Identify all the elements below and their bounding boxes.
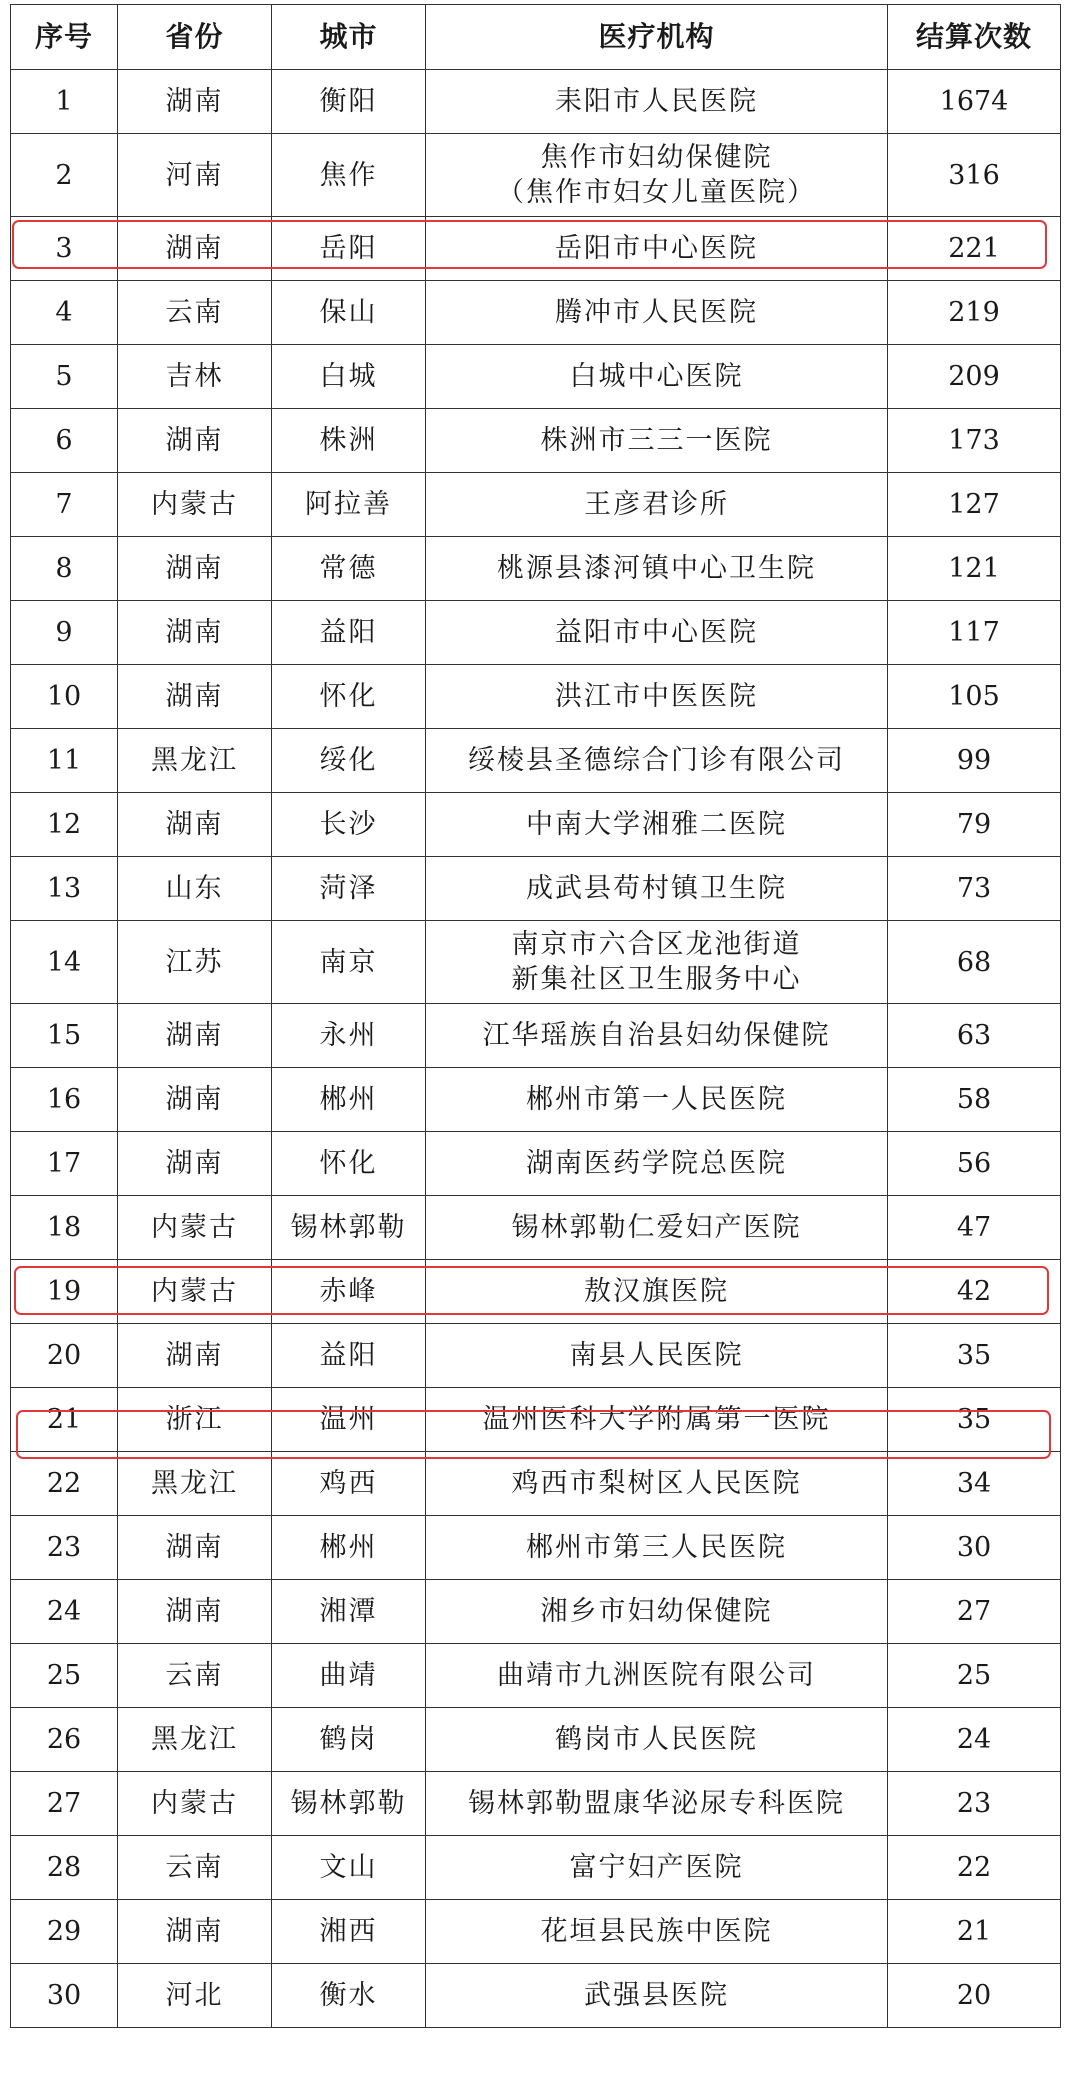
cell-index: 17 xyxy=(11,1132,118,1196)
institution-line: 江华瑶族自治县妇幼保健院 xyxy=(482,1019,831,1051)
cell-settlement-count: 173 xyxy=(888,409,1061,473)
cell-province: 湖南 xyxy=(118,537,272,601)
cell-province: 河北 xyxy=(118,1964,272,2028)
cell-city: 郴州 xyxy=(272,1068,426,1132)
cell-city: 怀化 xyxy=(272,1132,426,1196)
institution-line: 株洲市三三一医院 xyxy=(540,424,773,456)
cell-province: 湖南 xyxy=(118,665,272,729)
table-row xyxy=(11,857,1061,921)
cell-index: 9 xyxy=(11,601,118,665)
institution-line: 绥棱县圣德综合门诊有限公司 xyxy=(468,744,845,776)
table-row xyxy=(11,1196,1061,1260)
table-row xyxy=(11,729,1061,793)
institution-line: 洪江市中医医院 xyxy=(555,680,758,712)
cell-city: 衡阳 xyxy=(272,70,426,134)
cell-city: 郴州 xyxy=(272,1516,426,1580)
cell-province: 湖南 xyxy=(118,409,272,473)
institution-line: 益阳市中心医院 xyxy=(555,616,758,648)
institution-line: 中南大学湘雅二医院 xyxy=(526,808,787,840)
cell-institution xyxy=(426,1260,888,1324)
cell-city: 曲靖 xyxy=(272,1644,426,1708)
cell-settlement-count: 105 xyxy=(888,665,1061,729)
table-row xyxy=(11,70,1061,134)
table-row xyxy=(11,217,1061,281)
cell-settlement-count: 316 xyxy=(888,134,1061,217)
cell-city: 株洲 xyxy=(272,409,426,473)
cell-city: 赤峰 xyxy=(272,1260,426,1324)
cell-province: 黑龙江 xyxy=(118,1452,272,1516)
header-index: 序号 xyxy=(11,5,118,70)
cell-institution xyxy=(426,134,888,217)
institution-line: 岳阳市中心医院 xyxy=(555,232,758,264)
header-province: 省份 xyxy=(118,5,272,70)
institution-line: 成武县苟村镇卫生院 xyxy=(526,872,787,904)
table-row xyxy=(11,1772,1061,1836)
header-institution: 医疗机构 xyxy=(426,5,888,70)
cell-settlement-count: 68 xyxy=(888,921,1061,1004)
cell-institution xyxy=(426,1452,888,1516)
cell-settlement-count: 99 xyxy=(888,729,1061,793)
institution-line: 南京市六合区龙池街道 xyxy=(511,929,802,960)
table-row xyxy=(11,1324,1061,1388)
cell-institution xyxy=(426,70,888,134)
cell-institution xyxy=(426,217,888,281)
cell-institution xyxy=(426,537,888,601)
cell-institution xyxy=(426,665,888,729)
cell-settlement-count: 22 xyxy=(888,1836,1061,1900)
cell-index: 15 xyxy=(11,1004,118,1068)
cell-city: 保山 xyxy=(272,281,426,345)
table-row xyxy=(11,601,1061,665)
table-row xyxy=(11,281,1061,345)
institution-line: 曲靖市九洲医院有限公司 xyxy=(497,1659,816,1691)
cell-institution xyxy=(426,601,888,665)
table-header xyxy=(11,5,1061,70)
institution-line: 耒阳市人民医院 xyxy=(555,85,758,117)
cell-index: 18 xyxy=(11,1196,118,1260)
cell-city: 益阳 xyxy=(272,1324,426,1388)
cell-index: 23 xyxy=(11,1516,118,1580)
cell-settlement-count: 27 xyxy=(888,1580,1061,1644)
cell-index: 5 xyxy=(11,345,118,409)
cell-index: 26 xyxy=(11,1708,118,1772)
cell-province: 黑龙江 xyxy=(118,729,272,793)
table-row xyxy=(11,134,1061,217)
cell-province: 云南 xyxy=(118,1644,272,1708)
institution-line: 鸡西市梨树区人民医院 xyxy=(511,1467,802,1499)
institution-line: 湘乡市妇幼保健院 xyxy=(540,1595,773,1627)
cell-index: 4 xyxy=(11,281,118,345)
cell-settlement-count: 25 xyxy=(888,1644,1061,1708)
settlement-table xyxy=(10,4,1061,2028)
cell-institution xyxy=(426,345,888,409)
table-row xyxy=(11,1452,1061,1516)
cell-institution xyxy=(426,793,888,857)
cell-province: 内蒙古 xyxy=(118,1772,272,1836)
institution-line: 富宁妇产医院 xyxy=(569,1851,744,1883)
cell-province: 吉林 xyxy=(118,345,272,409)
cell-province: 山东 xyxy=(118,857,272,921)
cell-settlement-count: 219 xyxy=(888,281,1061,345)
cell-index: 28 xyxy=(11,1836,118,1900)
cell-city: 常德 xyxy=(272,537,426,601)
institution-line: 南县人民医院 xyxy=(569,1339,744,1371)
cell-city: 长沙 xyxy=(272,793,426,857)
cell-institution xyxy=(426,1772,888,1836)
cell-institution xyxy=(426,1644,888,1708)
cell-index: 21 xyxy=(11,1388,118,1452)
cell-index: 8 xyxy=(11,537,118,601)
table-row xyxy=(11,1644,1061,1708)
cell-city: 焦作 xyxy=(272,134,426,217)
cell-province: 湖南 xyxy=(118,1132,272,1196)
table-row xyxy=(11,1708,1061,1772)
cell-province: 湖南 xyxy=(118,1068,272,1132)
cell-institution xyxy=(426,1388,888,1452)
cell-settlement-count: 117 xyxy=(888,601,1061,665)
cell-province: 湖南 xyxy=(118,1004,272,1068)
cell-city: 衡水 xyxy=(272,1964,426,2028)
cell-city: 锡林郭勒 xyxy=(272,1772,426,1836)
cell-institution xyxy=(426,1132,888,1196)
cell-province: 湖南 xyxy=(118,793,272,857)
cell-institution xyxy=(426,729,888,793)
institution-line: 新集社区卫生服务中心 xyxy=(511,964,802,995)
cell-settlement-count: 127 xyxy=(888,473,1061,537)
cell-city: 益阳 xyxy=(272,601,426,665)
cell-institution xyxy=(426,1004,888,1068)
header-city: 城市 xyxy=(272,5,426,70)
cell-city: 文山 xyxy=(272,1836,426,1900)
cell-province: 湖南 xyxy=(118,601,272,665)
cell-institution xyxy=(426,1708,888,1772)
cell-institution xyxy=(426,473,888,537)
cell-province: 内蒙古 xyxy=(118,1196,272,1260)
cell-index: 6 xyxy=(11,409,118,473)
institution-line: 湖南医药学院总医院 xyxy=(526,1147,787,1179)
cell-index: 7 xyxy=(11,473,118,537)
cell-province: 云南 xyxy=(118,281,272,345)
cell-index: 14 xyxy=(11,921,118,1004)
cell-settlement-count: 221 xyxy=(888,217,1061,281)
institution-line: 鹤岗市人民医院 xyxy=(555,1723,758,1755)
cell-institution xyxy=(426,1964,888,2028)
institution-line: 腾冲市人民医院 xyxy=(555,296,758,328)
cell-institution xyxy=(426,857,888,921)
cell-settlement-count: 20 xyxy=(888,1964,1061,2028)
cell-city: 永州 xyxy=(272,1004,426,1068)
table-row xyxy=(11,1004,1061,1068)
cell-index: 1 xyxy=(11,70,118,134)
cell-province: 河南 xyxy=(118,134,272,217)
cell-institution xyxy=(426,1196,888,1260)
cell-city: 鸡西 xyxy=(272,1452,426,1516)
header-row xyxy=(11,5,1061,70)
cell-settlement-count: 209 xyxy=(888,345,1061,409)
table-row xyxy=(11,473,1061,537)
cell-institution xyxy=(426,1068,888,1132)
table-row xyxy=(11,1836,1061,1900)
cell-city: 湘西 xyxy=(272,1900,426,1964)
cell-city: 阿拉善 xyxy=(272,473,426,537)
cell-index: 20 xyxy=(11,1324,118,1388)
cell-city: 湘潭 xyxy=(272,1580,426,1644)
cell-province: 江苏 xyxy=(118,921,272,1004)
cell-city: 怀化 xyxy=(272,665,426,729)
cell-province: 湖南 xyxy=(118,1900,272,1964)
cell-province: 浙江 xyxy=(118,1388,272,1452)
institution-line: 武强县医院 xyxy=(584,1979,729,2011)
institution-line: 白城中心医院 xyxy=(569,360,744,392)
cell-settlement-count: 23 xyxy=(888,1772,1061,1836)
table-row xyxy=(11,537,1061,601)
cell-city: 岳阳 xyxy=(272,217,426,281)
institution-line: 焦作市妇幼保健院 xyxy=(540,142,773,173)
cell-settlement-count: 35 xyxy=(888,1388,1061,1452)
table-row xyxy=(11,345,1061,409)
table-row xyxy=(11,1900,1061,1964)
institution-line: 温州医科大学附属第一医院 xyxy=(482,1403,831,1435)
institution-line: 锡林郭勒盟康华泌尿专科医院 xyxy=(468,1787,845,1819)
table-row xyxy=(11,1068,1061,1132)
cell-city: 绥化 xyxy=(272,729,426,793)
table-row xyxy=(11,409,1061,473)
institution-line: 桃源县漆河镇中心卫生院 xyxy=(497,552,816,584)
institution-line: 王彦君诊所 xyxy=(584,488,729,520)
institution-line: 郴州市第一人民医院 xyxy=(526,1083,787,1115)
cell-index: 22 xyxy=(11,1452,118,1516)
cell-settlement-count: 42 xyxy=(888,1260,1061,1324)
cell-settlement-count: 30 xyxy=(888,1516,1061,1580)
cell-index: 3 xyxy=(11,217,118,281)
table-row xyxy=(11,921,1061,1004)
cell-province: 内蒙古 xyxy=(118,473,272,537)
institution-line: 花垣县民族中医院 xyxy=(540,1915,773,1947)
institution-line: 锡林郭勒仁爱妇产医院 xyxy=(511,1211,802,1243)
cell-institution xyxy=(426,1324,888,1388)
cell-province: 湖南 xyxy=(118,1516,272,1580)
cell-institution xyxy=(426,1580,888,1644)
cell-index: 29 xyxy=(11,1900,118,1964)
cell-settlement-count: 73 xyxy=(888,857,1061,921)
cell-settlement-count: 24 xyxy=(888,1708,1061,1772)
table-row xyxy=(11,1964,1061,2028)
cell-settlement-count: 56 xyxy=(888,1132,1061,1196)
cell-province: 湖南 xyxy=(118,1580,272,1644)
cell-city: 菏泽 xyxy=(272,857,426,921)
cell-city: 锡林郭勒 xyxy=(272,1196,426,1260)
cell-institution xyxy=(426,1900,888,1964)
table-row xyxy=(11,1260,1061,1324)
cell-index: 10 xyxy=(11,665,118,729)
cell-index: 27 xyxy=(11,1772,118,1836)
institution-line: （焦作市妇女儿童医院） xyxy=(497,177,816,208)
institution-line: 敖汉旗医院 xyxy=(584,1275,729,1307)
cell-institution xyxy=(426,281,888,345)
header-settlement-count: 结算次数 xyxy=(888,5,1061,70)
cell-province: 云南 xyxy=(118,1836,272,1900)
cell-index: 16 xyxy=(11,1068,118,1132)
cell-province: 湖南 xyxy=(118,217,272,281)
cell-index: 19 xyxy=(11,1260,118,1324)
cell-index: 11 xyxy=(11,729,118,793)
cell-province: 湖南 xyxy=(118,70,272,134)
table-row xyxy=(11,793,1061,857)
cell-settlement-count: 58 xyxy=(888,1068,1061,1132)
table-row xyxy=(11,1132,1061,1196)
cell-settlement-count: 34 xyxy=(888,1452,1061,1516)
cell-settlement-count: 35 xyxy=(888,1324,1061,1388)
cell-settlement-count: 121 xyxy=(888,537,1061,601)
cell-institution xyxy=(426,1516,888,1580)
cell-index: 13 xyxy=(11,857,118,921)
cell-index: 30 xyxy=(11,1964,118,2028)
cell-city: 温州 xyxy=(272,1388,426,1452)
cell-city: 鹤岗 xyxy=(272,1708,426,1772)
institution-line: 郴州市第三人民医院 xyxy=(526,1531,787,1563)
cell-index: 2 xyxy=(11,134,118,217)
cell-province: 黑龙江 xyxy=(118,1708,272,1772)
cell-province: 湖南 xyxy=(118,1324,272,1388)
cell-institution xyxy=(426,921,888,1004)
cell-index: 12 xyxy=(11,793,118,857)
cell-institution xyxy=(426,409,888,473)
cell-settlement-count: 1674 xyxy=(888,70,1061,134)
table-row xyxy=(11,1516,1061,1580)
cell-city: 南京 xyxy=(272,921,426,1004)
table-row xyxy=(11,665,1061,729)
cell-city: 白城 xyxy=(272,345,426,409)
cell-settlement-count: 79 xyxy=(888,793,1061,857)
table-body xyxy=(11,70,1061,2028)
cell-settlement-count: 21 xyxy=(888,1900,1061,1964)
cell-province: 内蒙古 xyxy=(118,1260,272,1324)
cell-institution xyxy=(426,1836,888,1900)
table-row xyxy=(11,1580,1061,1644)
settlement-table-wrapper xyxy=(10,4,1060,2028)
table-row xyxy=(11,1388,1061,1452)
cell-settlement-count: 63 xyxy=(888,1004,1061,1068)
cell-index: 25 xyxy=(11,1644,118,1708)
cell-settlement-count: 47 xyxy=(888,1196,1061,1260)
cell-index: 24 xyxy=(11,1580,118,1644)
